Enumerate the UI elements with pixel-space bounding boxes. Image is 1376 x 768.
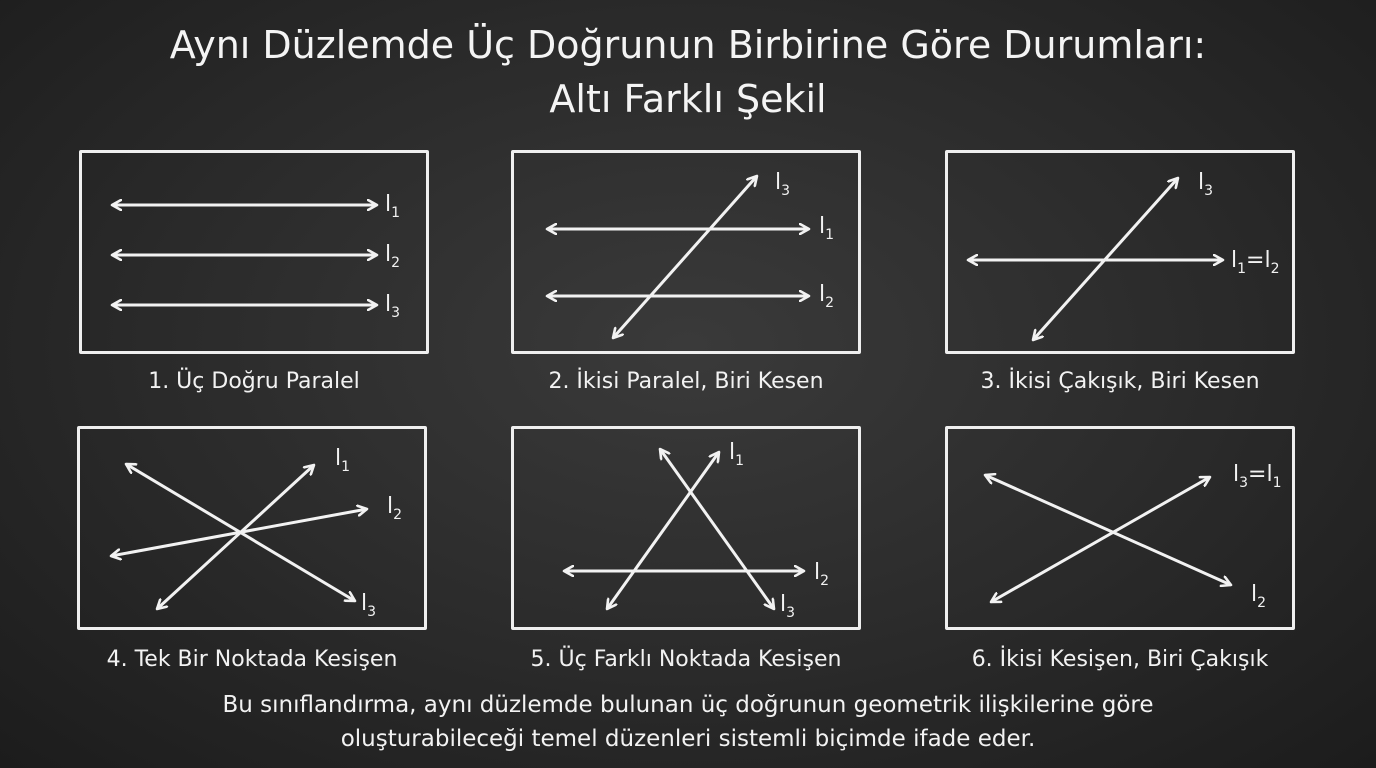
panel-triangle — [511, 426, 861, 630]
label-l2: $l_2$ — [1251, 582, 1267, 611]
caption-4: 4. Tek Bir Noktada Kesişen — [106, 647, 398, 672]
line-l3 — [126, 464, 355, 601]
label-l3: $l_3$ — [361, 591, 377, 620]
label-l2: $l_2$ — [387, 494, 403, 523]
line-l3 — [613, 176, 757, 338]
panel-three-parallel — [79, 150, 429, 354]
label-l3-l1: $l_3=l_1$ — [1233, 462, 1282, 491]
panel-two-parallel-one-transversal — [511, 150, 861, 354]
caption-6: 6. İkisi Kesişen, Biri Çakışık — [971, 647, 1269, 672]
panel-two-coincident-one-transversal — [945, 150, 1295, 354]
line-l3 — [660, 449, 774, 609]
label-l2: $l_2$ — [814, 560, 830, 589]
page-subtitle: Altı Farklı Şekil — [549, 77, 827, 121]
line-l2 — [985, 475, 1231, 585]
label-l3: $l_3$ — [385, 292, 401, 321]
label-l1-l2: $l_1=l_2$ — [1231, 248, 1280, 277]
label-l3: $l_3$ — [780, 592, 796, 621]
panel-two-intersecting-one-coincident — [945, 426, 1295, 630]
label-l3: $l_3$ — [775, 170, 791, 199]
caption-1: 1. Üç Doğru Paralel — [148, 369, 360, 394]
label-l1: $l_1$ — [729, 440, 745, 469]
line-l1 — [157, 465, 314, 609]
caption-5: 5. Üç Farklı Noktada Kesişen — [530, 647, 842, 672]
line-l1 — [607, 452, 719, 609]
caption-2: 2. İkisi Paralel, Biri Kesen — [548, 369, 824, 394]
page-title: Aynı Düzlemde Üç Doğrunun Birbirine Göre Durumları: — [169, 23, 1207, 67]
footer-text-line2: oluşturabileceği temel düzenleri sistemli biçimde ifade eder. — [340, 726, 1036, 752]
label-l1: $l_1$ — [335, 446, 351, 475]
label-l2: $l_2$ — [385, 242, 401, 271]
label-l1: $l_1$ — [385, 192, 401, 221]
label-l1: $l_1$ — [819, 214, 835, 243]
footer-text-line1: Bu sınıflandırma, aynı düzlemde bulunan üç doğrunun geometrik ilişkilerine göre — [222, 692, 1154, 718]
caption-3: 3. İkisi Çakışık, Biri Kesen — [980, 369, 1260, 394]
panel-concurrent — [77, 426, 427, 630]
label-l2: $l_2$ — [819, 282, 835, 311]
label-l3: $l_3$ — [1198, 170, 1214, 199]
line-l3-l1 — [991, 477, 1210, 602]
